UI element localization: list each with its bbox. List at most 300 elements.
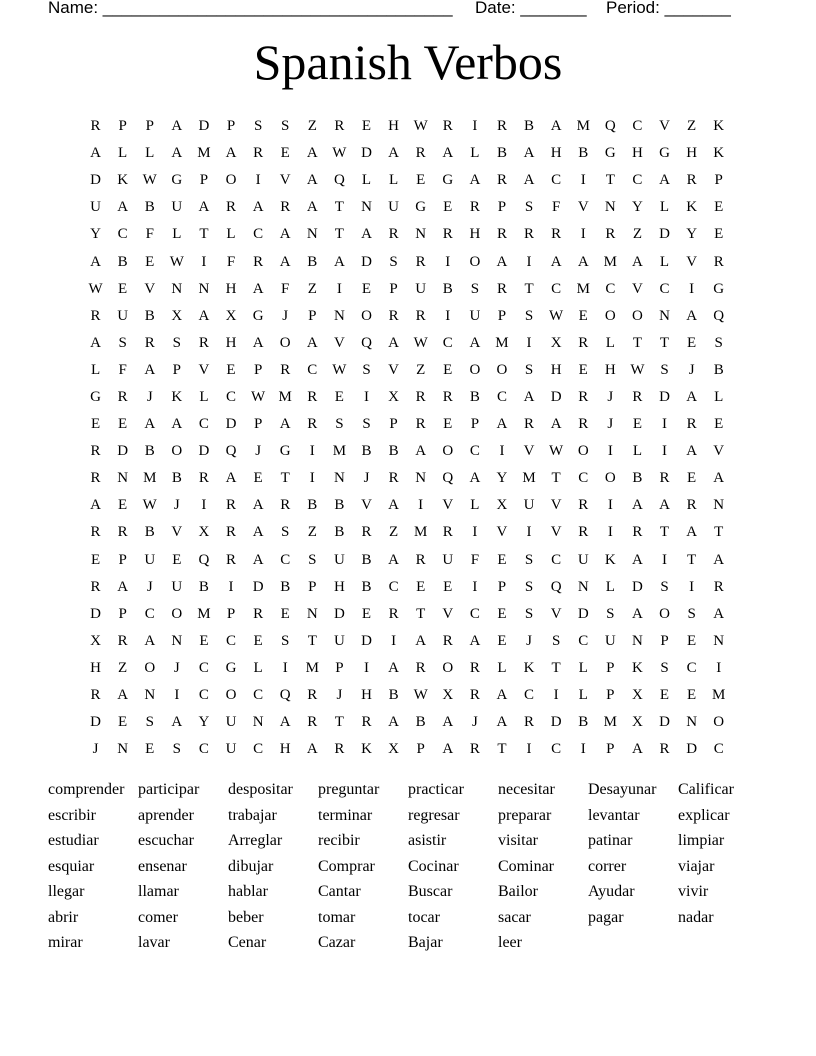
grid-letter[interactable]: R xyxy=(90,687,101,704)
grid-letter[interactable]: D xyxy=(333,605,345,622)
grid-letter[interactable]: V xyxy=(388,361,399,378)
grid-letter[interactable]: L xyxy=(632,443,642,460)
grid-letter[interactable]: O xyxy=(496,361,508,378)
grid-letter[interactable]: R xyxy=(90,578,101,595)
grid-letter[interactable]: A xyxy=(333,253,345,270)
grid-letter[interactable]: Z xyxy=(632,226,642,243)
grid-letter[interactable]: A xyxy=(550,118,562,135)
grid-letter[interactable]: N xyxy=(198,280,210,297)
grid-letter[interactable]: W xyxy=(332,145,347,162)
grid-letter[interactable]: D xyxy=(686,741,698,758)
grid-letter[interactable]: Q xyxy=(442,470,454,487)
grid-letter[interactable]: P xyxy=(335,659,344,676)
grid-letter[interactable]: K xyxy=(632,659,643,676)
grid-letter[interactable]: R xyxy=(551,226,562,243)
grid-letter[interactable]: X xyxy=(388,388,399,405)
grid-letter[interactable]: C xyxy=(551,551,562,568)
grid-letter[interactable]: W xyxy=(549,443,564,460)
grid-letter[interactable]: R xyxy=(496,280,507,297)
grid-letter[interactable]: B xyxy=(361,578,372,595)
grid-letter[interactable]: A xyxy=(713,470,725,487)
grid-letter[interactable]: L xyxy=(578,659,588,676)
grid-letter[interactable]: Y xyxy=(632,199,643,216)
grid-letter[interactable]: O xyxy=(144,659,156,676)
grid-letter[interactable]: A xyxy=(469,172,481,189)
grid-letter[interactable]: Q xyxy=(604,118,616,135)
grid-letter[interactable]: N xyxy=(144,687,156,704)
grid-letter[interactable]: L xyxy=(361,172,372,189)
grid-letter[interactable]: O xyxy=(361,307,372,324)
grid-letter[interactable]: S xyxy=(389,253,398,270)
grid-letter[interactable]: R xyxy=(253,605,264,622)
grid-letter[interactable]: R xyxy=(415,388,426,405)
grid-letter[interactable]: N xyxy=(632,632,643,649)
grid-letter[interactable]: G xyxy=(279,443,291,460)
grid-letter[interactable]: G xyxy=(713,280,725,297)
grid-letter[interactable]: R xyxy=(415,253,426,270)
grid-letter[interactable]: T xyxy=(551,659,561,676)
grid-letter[interactable]: S xyxy=(524,551,534,568)
grid-letter[interactable]: A xyxy=(686,307,698,324)
grid-letter[interactable]: H xyxy=(550,145,562,162)
grid-letter[interactable]: U xyxy=(388,199,399,216)
grid-letter[interactable]: P xyxy=(253,416,263,433)
grid-letter[interactable]: O xyxy=(659,605,670,622)
grid-letter[interactable]: R xyxy=(415,416,426,433)
grid-letter[interactable]: A xyxy=(659,172,670,189)
grid-letter[interactable]: I xyxy=(689,578,695,595)
grid-letter[interactable]: Q xyxy=(713,307,725,324)
grid-letter[interactable]: W xyxy=(88,280,103,297)
grid-letter[interactable]: C xyxy=(198,687,209,704)
grid-letter[interactable]: D xyxy=(198,443,210,460)
grid-letter[interactable]: H xyxy=(361,687,372,704)
grid-letter[interactable]: I xyxy=(445,253,451,270)
grid-letter[interactable]: H xyxy=(604,361,616,378)
grid-letter[interactable]: V xyxy=(659,118,670,135)
grid-letter[interactable]: Q xyxy=(361,334,372,351)
grid-letter[interactable]: H xyxy=(550,361,562,378)
grid-letter[interactable]: R xyxy=(307,687,318,704)
grid-letter[interactable]: O xyxy=(469,361,481,378)
grid-letter[interactable]: J xyxy=(471,714,478,731)
grid-letter[interactable]: V xyxy=(442,605,454,622)
grid-letter[interactable]: C xyxy=(578,632,589,649)
grid-letter[interactable]: Q xyxy=(225,443,237,460)
grid-letter[interactable]: M xyxy=(143,470,157,487)
grid-letter[interactable]: W xyxy=(251,388,266,405)
grid-letter[interactable]: T xyxy=(199,226,209,243)
grid-letter[interactable]: R xyxy=(198,334,209,351)
grid-letter[interactable]: T xyxy=(307,632,317,649)
grid-letter[interactable]: R xyxy=(280,361,291,378)
grid-letter[interactable]: E xyxy=(714,226,724,243)
grid-letter[interactable]: R xyxy=(605,226,616,243)
grid-letter[interactable]: X xyxy=(198,524,210,541)
grid-letter[interactable]: C xyxy=(198,416,209,433)
grid-letter[interactable]: J xyxy=(607,416,614,433)
grid-letter[interactable]: I xyxy=(553,687,559,704)
grid-letter[interactable]: I xyxy=(391,632,397,649)
grid-letter[interactable]: C xyxy=(713,741,724,758)
grid-letter[interactable]: A xyxy=(686,388,698,405)
grid-letter[interactable]: A xyxy=(361,226,372,243)
grid-letter[interactable]: A xyxy=(306,172,318,189)
grid-letter[interactable]: T xyxy=(605,172,615,189)
grid-letter[interactable]: L xyxy=(90,361,101,378)
grid-letter[interactable]: S xyxy=(281,632,290,649)
grid-letter[interactable]: Z xyxy=(118,659,128,676)
grid-letter[interactable]: A xyxy=(144,632,156,649)
grid-letter[interactable]: C xyxy=(551,280,562,297)
grid-letter[interactable]: A xyxy=(415,632,427,649)
grid-letter[interactable]: X xyxy=(442,687,454,704)
grid-letter[interactable]: I xyxy=(526,524,532,541)
grid-letter[interactable]: B xyxy=(171,470,182,487)
grid-letter[interactable]: Z xyxy=(416,361,426,378)
grid-letter[interactable]: D xyxy=(550,714,562,731)
grid-letter[interactable]: K xyxy=(171,388,183,405)
grid-letter[interactable]: M xyxy=(197,605,211,622)
grid-letter[interactable]: H xyxy=(632,145,643,162)
grid-letter[interactable]: I xyxy=(580,741,586,758)
grid-letter[interactable]: M xyxy=(305,659,319,676)
grid-letter[interactable]: J xyxy=(92,741,99,758)
grid-letter[interactable]: F xyxy=(145,226,154,243)
grid-letter[interactable]: L xyxy=(497,659,507,676)
grid-letter[interactable]: N xyxy=(171,632,183,649)
grid-letter[interactable]: R xyxy=(524,226,535,243)
grid-letter[interactable]: C xyxy=(253,741,264,758)
grid-letter[interactable]: R xyxy=(361,714,372,731)
grid-letter[interactable]: J xyxy=(363,470,370,487)
grid-letter[interactable]: B xyxy=(713,361,724,378)
grid-letter[interactable]: J xyxy=(607,388,614,405)
grid-letter[interactable]: P xyxy=(606,687,615,704)
grid-letter[interactable]: K xyxy=(713,118,725,135)
grid-letter[interactable]: D xyxy=(577,605,589,622)
grid-letter[interactable]: R xyxy=(90,443,101,460)
grid-letter[interactable]: L xyxy=(145,145,155,162)
grid-letter[interactable]: U xyxy=(144,551,156,568)
grid-letter[interactable]: I xyxy=(336,280,342,297)
grid-letter[interactable]: G xyxy=(442,172,454,189)
grid-letter[interactable]: B xyxy=(334,497,345,514)
grid-letter[interactable]: C xyxy=(578,470,589,487)
grid-letter[interactable]: H xyxy=(225,280,237,297)
grid-letter[interactable]: E xyxy=(118,416,128,433)
grid-letter[interactable]: I xyxy=(309,443,315,460)
grid-letter[interactable]: U xyxy=(171,199,183,216)
grid-letter[interactable]: R xyxy=(496,226,507,243)
grid-letter[interactable]: A xyxy=(686,524,698,541)
grid-letter[interactable]: A xyxy=(388,145,399,162)
grid-letter[interactable]: I xyxy=(255,172,261,189)
grid-letter[interactable]: S xyxy=(362,361,371,378)
grid-letter[interactable]: R xyxy=(117,524,128,541)
grid-letter[interactable]: P xyxy=(497,307,507,324)
grid-letter[interactable]: S xyxy=(524,605,534,622)
grid-letter[interactable]: E xyxy=(118,280,128,297)
grid-letter[interactable]: E xyxy=(714,416,724,433)
grid-letter[interactable]: B xyxy=(198,578,209,595)
grid-letter[interactable]: C xyxy=(198,741,209,758)
grid-letter[interactable]: O xyxy=(225,687,237,704)
grid-letter[interactable]: R xyxy=(713,578,724,595)
grid-letter[interactable]: O xyxy=(171,443,183,460)
grid-letter[interactable]: J xyxy=(173,659,180,676)
grid-letter[interactable]: C xyxy=(632,172,643,189)
grid-letter[interactable]: A xyxy=(469,632,481,649)
grid-letter[interactable]: L xyxy=(659,253,670,270)
grid-letter[interactable]: R xyxy=(117,632,128,649)
grid-letter[interactable]: A xyxy=(388,334,399,351)
grid-letter[interactable]: A xyxy=(496,253,508,270)
grid-letter[interactable]: I xyxy=(472,118,478,135)
grid-letter[interactable]: A xyxy=(659,497,670,514)
grid-letter[interactable]: U xyxy=(469,307,481,324)
grid-letter[interactable]: E xyxy=(687,687,697,704)
grid-letter[interactable]: W xyxy=(142,172,157,189)
grid-letter[interactable]: E xyxy=(443,361,453,378)
grid-letter[interactable]: B xyxy=(388,687,399,704)
grid-letter[interactable]: S xyxy=(118,334,127,351)
grid-letter[interactable]: B xyxy=(442,280,453,297)
grid-letter[interactable]: P xyxy=(389,280,398,297)
grid-letter[interactable]: T xyxy=(687,551,697,568)
grid-letter[interactable]: S xyxy=(470,280,480,297)
grid-letter[interactable]: P xyxy=(470,416,480,433)
grid-letter[interactable]: A xyxy=(306,145,318,162)
grid-letter[interactable]: T xyxy=(551,470,561,487)
grid-letter[interactable]: A xyxy=(577,253,589,270)
grid-letter[interactable]: A xyxy=(252,199,264,216)
grid-letter[interactable]: I xyxy=(662,443,668,460)
grid-letter[interactable]: Z xyxy=(307,524,317,541)
grid-letter[interactable]: D xyxy=(361,253,372,270)
grid-letter[interactable]: P xyxy=(199,172,209,189)
grid-letter[interactable]: N xyxy=(415,226,427,243)
grid-letter[interactable]: R xyxy=(686,497,697,514)
grid-letter[interactable]: R xyxy=(388,605,399,622)
grid-letter[interactable]: N xyxy=(659,307,670,324)
grid-letter[interactable]: V xyxy=(550,605,562,622)
grid-letter[interactable]: A xyxy=(632,253,643,270)
grid-letter[interactable]: W xyxy=(630,361,645,378)
grid-letter[interactable]: W xyxy=(549,307,564,324)
grid-letter[interactable]: G xyxy=(415,199,427,216)
grid-letter[interactable]: X xyxy=(225,307,237,324)
grid-letter[interactable]: X xyxy=(632,687,643,704)
grid-letter[interactable]: P xyxy=(606,659,615,676)
grid-letter[interactable]: R xyxy=(90,470,101,487)
grid-letter[interactable]: H xyxy=(469,226,481,243)
grid-letter[interactable]: U xyxy=(415,280,427,297)
grid-letter[interactable]: S xyxy=(253,118,263,135)
grid-letter[interactable]: Y xyxy=(198,714,210,731)
grid-letter[interactable]: U xyxy=(333,632,345,649)
grid-letter[interactable]: P xyxy=(145,118,154,135)
grid-letter[interactable]: R xyxy=(415,145,426,162)
grid-letter[interactable]: O xyxy=(171,605,183,622)
grid-letter[interactable]: R xyxy=(442,524,453,541)
grid-letter[interactable]: E xyxy=(253,632,263,649)
grid-letter[interactable]: A xyxy=(198,199,210,216)
grid-letter[interactable]: V xyxy=(198,361,210,378)
grid-letter[interactable]: M xyxy=(197,145,211,162)
grid-letter[interactable]: V xyxy=(550,497,562,514)
grid-letter[interactable]: E xyxy=(443,199,453,216)
grid-letter[interactable]: S xyxy=(362,416,371,433)
grid-letter[interactable]: L xyxy=(578,687,588,704)
grid-letter[interactable]: K xyxy=(604,551,616,568)
grid-letter[interactable]: L xyxy=(172,226,182,243)
grid-letter[interactable]: H xyxy=(225,334,237,351)
grid-letter[interactable]: A xyxy=(388,659,399,676)
grid-letter[interactable]: K xyxy=(713,145,725,162)
grid-letter[interactable]: N xyxy=(306,226,318,243)
grid-letter[interactable]: R xyxy=(90,118,101,135)
grid-letter[interactable]: A xyxy=(252,551,264,568)
grid-letter[interactable]: A xyxy=(306,334,318,351)
grid-letter[interactable]: S xyxy=(660,361,669,378)
grid-letter[interactable]: R xyxy=(334,741,345,758)
grid-letter[interactable]: K xyxy=(686,199,698,216)
grid-letter[interactable]: R xyxy=(578,497,589,514)
grid-letter[interactable]: R xyxy=(226,551,237,568)
grid-letter[interactable]: Z xyxy=(687,118,697,135)
grid-letter[interactable]: V xyxy=(550,524,562,541)
grid-letter[interactable]: E xyxy=(90,416,101,433)
grid-letter[interactable]: E xyxy=(253,470,263,487)
grid-letter[interactable]: M xyxy=(603,253,617,270)
grid-letter[interactable]: C xyxy=(469,605,480,622)
grid-letter[interactable]: I xyxy=(228,578,234,595)
grid-letter[interactable]: A xyxy=(198,307,210,324)
grid-letter[interactable]: A xyxy=(442,741,454,758)
grid-letter[interactable]: A xyxy=(496,416,508,433)
grid-letter[interactable]: E xyxy=(280,145,290,162)
grid-letter[interactable]: S xyxy=(281,524,290,541)
grid-letter[interactable]: S xyxy=(308,551,317,568)
grid-letter[interactable]: Z xyxy=(307,280,317,297)
grid-letter[interactable]: A xyxy=(144,416,156,433)
grid-letter[interactable]: J xyxy=(146,388,153,405)
grid-letter[interactable]: S xyxy=(335,416,344,433)
grid-letter[interactable]: M xyxy=(522,470,536,487)
grid-letter[interactable]: R xyxy=(388,226,399,243)
grid-letter[interactable]: S xyxy=(524,199,534,216)
grid-letter[interactable]: J xyxy=(688,361,695,378)
grid-letter[interactable]: D xyxy=(361,145,372,162)
grid-letter[interactable]: D xyxy=(659,714,670,731)
grid-letter[interactable]: C xyxy=(253,687,264,704)
grid-letter[interactable]: V xyxy=(361,497,372,514)
grid-letter[interactable]: D xyxy=(659,226,670,243)
grid-letter[interactable]: D xyxy=(361,632,372,649)
grid-letter[interactable]: B xyxy=(144,199,155,216)
grid-letter[interactable]: W xyxy=(413,334,428,351)
grid-letter[interactable]: R xyxy=(469,659,480,676)
grid-letter[interactable]: R xyxy=(253,253,264,270)
grid-letter[interactable]: D xyxy=(632,578,643,595)
grid-letter[interactable]: A xyxy=(469,470,481,487)
grid-letter[interactable]: A xyxy=(144,361,156,378)
grid-letter[interactable]: A xyxy=(279,253,291,270)
grid-letter[interactable]: B xyxy=(307,253,318,270)
grid-letter[interactable]: I xyxy=(580,226,586,243)
grid-letter[interactable]: A xyxy=(279,416,291,433)
grid-letter[interactable]: R xyxy=(226,524,237,541)
grid-letter[interactable]: L xyxy=(470,497,480,514)
grid-letter[interactable]: D xyxy=(659,388,670,405)
grid-letter[interactable]: T xyxy=(334,226,344,243)
grid-letter[interactable]: E xyxy=(659,687,670,704)
grid-letter[interactable]: C xyxy=(496,388,507,405)
grid-letter[interactable]: P xyxy=(253,361,263,378)
grid-letter[interactable]: L xyxy=(605,334,615,351)
grid-letter[interactable]: C xyxy=(388,578,399,595)
grid-letter[interactable]: P xyxy=(118,551,127,568)
grid-letter[interactable]: B xyxy=(361,443,372,460)
grid-letter[interactable]: A xyxy=(388,551,399,568)
grid-letter[interactable]: U xyxy=(225,714,237,731)
grid-letter[interactable]: Y xyxy=(496,470,508,487)
grid-letter[interactable]: O xyxy=(604,470,616,487)
grid-letter[interactable]: G xyxy=(604,145,616,162)
grid-letter[interactable]: U xyxy=(117,307,129,324)
grid-letter[interactable]: S xyxy=(524,361,534,378)
grid-letter[interactable]: A xyxy=(279,714,291,731)
grid-letter[interactable]: C xyxy=(144,605,155,622)
grid-letter[interactable]: B xyxy=(144,524,155,541)
grid-letter[interactable]: O xyxy=(577,443,589,460)
grid-letter[interactable]: N xyxy=(333,470,345,487)
grid-letter[interactable]: Q xyxy=(550,578,562,595)
grid-letter[interactable]: S xyxy=(281,118,290,135)
grid-letter[interactable]: R xyxy=(117,388,128,405)
grid-letter[interactable]: A xyxy=(252,497,264,514)
grid-letter[interactable]: E xyxy=(361,280,372,297)
grid-letter[interactable]: I xyxy=(526,253,532,270)
grid-letter[interactable]: V xyxy=(333,334,345,351)
grid-letter[interactable]: R xyxy=(469,199,480,216)
grid-letter[interactable]: F xyxy=(281,280,290,297)
grid-letter[interactable]: R xyxy=(496,118,507,135)
grid-letter[interactable]: S xyxy=(687,605,696,622)
grid-letter[interactable]: A xyxy=(225,145,237,162)
grid-letter[interactable]: V xyxy=(496,524,508,541)
grid-letter[interactable]: L xyxy=(470,145,480,162)
grid-letter[interactable]: V xyxy=(686,253,698,270)
grid-letter[interactable]: B xyxy=(415,714,426,731)
grid-letter[interactable]: M xyxy=(576,118,590,135)
grid-letter[interactable]: U xyxy=(604,632,616,649)
grid-letter[interactable]: V xyxy=(171,524,183,541)
grid-letter[interactable]: B xyxy=(117,253,128,270)
grid-letter[interactable]: A xyxy=(523,388,535,405)
grid-letter[interactable]: A xyxy=(496,687,508,704)
grid-letter[interactable]: P xyxy=(172,361,181,378)
grid-letter[interactable]: B xyxy=(280,578,291,595)
grid-letter[interactable]: E xyxy=(226,361,236,378)
grid-letter[interactable]: T xyxy=(632,334,642,351)
grid-letter[interactable]: A xyxy=(90,145,101,162)
grid-letter[interactable]: T xyxy=(334,714,344,731)
grid-letter[interactable]: I xyxy=(607,497,613,514)
grid-letter[interactable]: I xyxy=(689,280,695,297)
grid-letter[interactable]: R xyxy=(442,118,453,135)
